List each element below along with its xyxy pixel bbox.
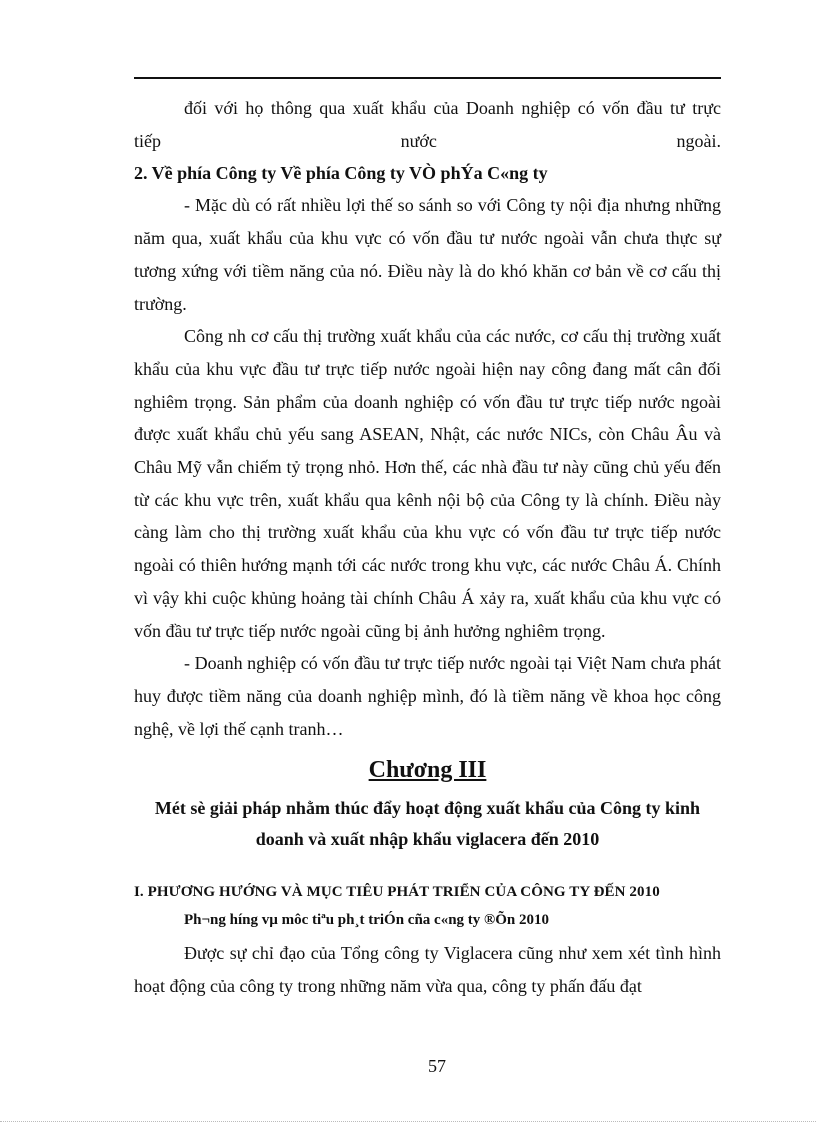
chapter-title: Chương III xyxy=(368,757,487,784)
section-2-heading: 2. Về phía Công ty Về phía Công ty VÒ phÝa C«ng ty xyxy=(134,163,548,184)
page-number: 57 xyxy=(428,1056,446,1076)
document-page xyxy=(134,92,721,1003)
section-subheading: Ph¬ng híng vµ môc tiªu ph¸t triÓn cña c«ng ty ®Õn 2010 xyxy=(184,912,550,929)
paragraph-2: - Mặc dù có rất nhiều lợi thế so sánh so với Công ty nội địa nhưng những năm qua, xuất khẩu của khu vực có vốn đầu tư nước ngoài vẫn chưa thực sự tương xứng với tiềm năng của nó. Điều này là do khó khăn cơ bản về cơ cấu thị trường. xyxy=(134,195,721,314)
section-heading: I. PHƯƠNG HƯỚNG VÀ MỤC TIÊU PHÁT TRIỂN CỦA CÔNG TY ĐẾN 2010 xyxy=(134,884,660,901)
page-bottom-border xyxy=(0,1121,816,1122)
paragraph-3: Công nh cơ cấu thị trường xuất khẩu của các nước, cơ cấu thị trường xuất khẩu của khu vực đầu tư trực tiếp nước ngoài hiện nay công đang mất cân đối nghiêm trọng. Sản phẩm của doanh nghiệp có vốn đầu tư trực tiếp nước ngoài được xuất khẩu chủ yếu sang ASEAN, Nhật, các nước NICs, còn Châu Âu và Châu Mỹ vẫn chiếm tỷ trọng nhỏ. Hơn thế, các nhà đầu tư này cũng chủ yếu đến từ các khu vực trên, xuất khẩu qua kênh nội bộ của Công ty là chính. Điều này càng làm cho thị trường xuất khẩu của khu vực có vốn đầu tư trực tiếp nước ngoài có thiên hướng mạnh tới các nước trong khu vực, các nước Châu Á. Chính vì vậy khi cuộc khủng hoảng tài chính Châu Á xảy ra, xuất khẩu của khu vực có vốn đầu tư trực tiếp nước ngoài cũng bị ảnh hưởng nghiêm trọng. xyxy=(134,326,721,641)
chapter-subtitle: Mét sè giải pháp nhằm thúc đẩy hoạt động xuất khẩu của Công ty kinh doanh và xuất nhập khẩu viglacera đến 2010 xyxy=(154,798,701,850)
header-rule xyxy=(134,77,721,79)
paragraph-1-line-2: tiếp nước ngoài. xyxy=(134,130,721,151)
paragraph-4: - Doanh nghiệp có vốn đầu tư trực tiếp nước ngoài tại Việt Nam chưa phát huy được tiềm năng của doanh nghiệp mình, đó là tiềm năng về khoa học công nghệ, về lợi thế cạnh tranh… xyxy=(134,653,721,739)
paragraph-5: Được sự chỉ đạo của Tổng công ty Viglacera cũng như xem xét tình hình hoạt động của công ty trong những năm vừa qua, công ty phấn đấu đạt xyxy=(134,943,721,997)
paragraph-1-line-1: đối với họ thông qua xuất khẩu của Doanh nghiệp có vốn đầu tư trực xyxy=(184,98,721,118)
